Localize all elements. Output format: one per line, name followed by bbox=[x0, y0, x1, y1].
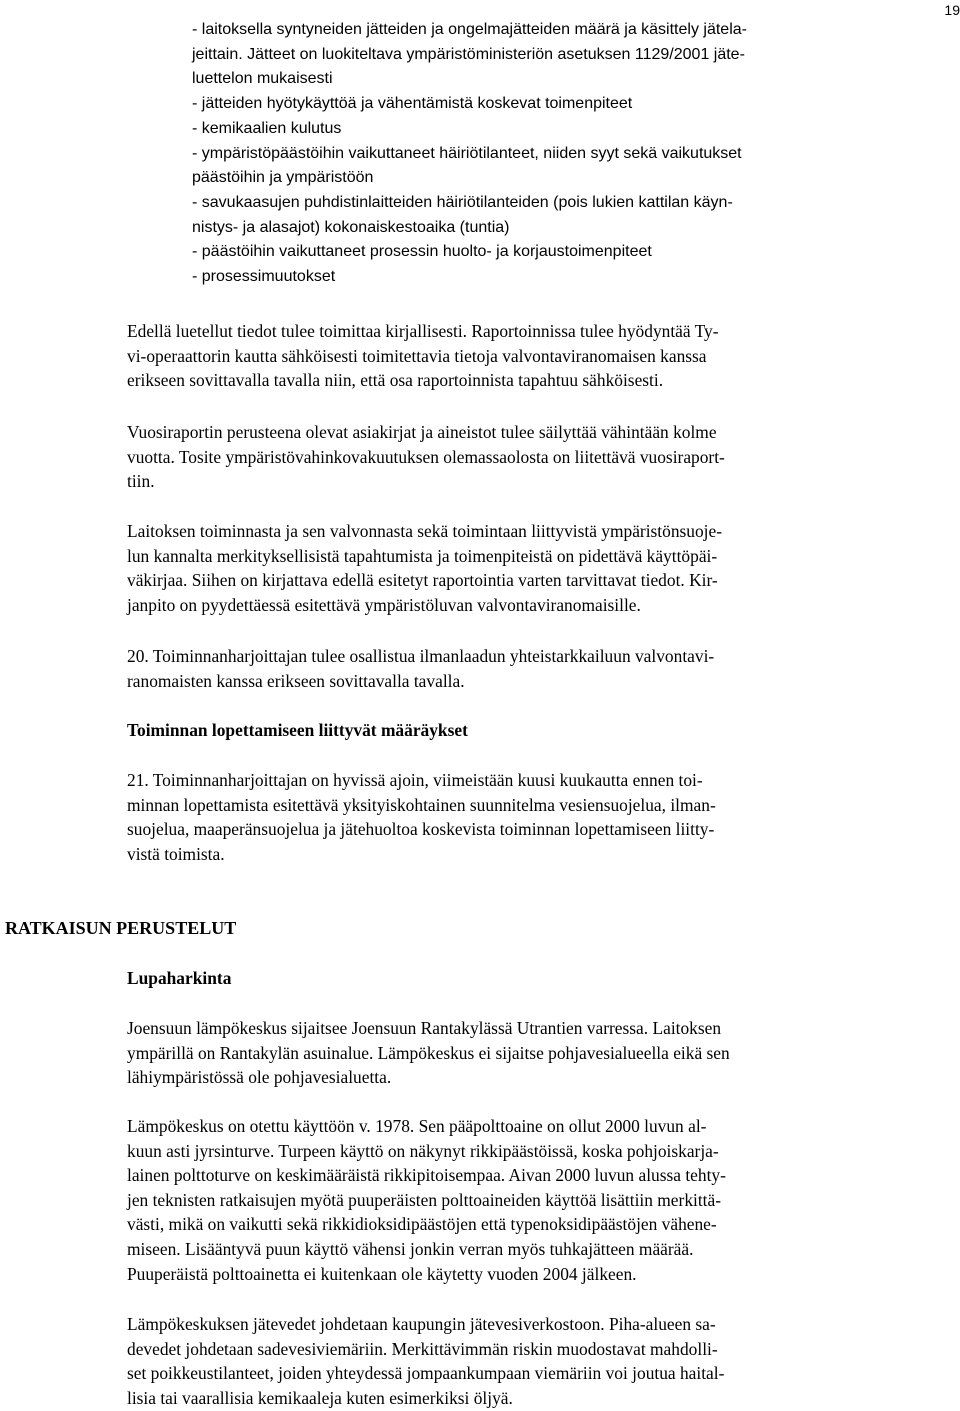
regulation-20 bbox=[127, 644, 714, 693]
paragraph-line: devedet johdetaan sadevesiviemäriin. Merkittävimmän riskin muodostavat mahdolli- bbox=[127, 1338, 718, 1359]
section-heading-termination: Toiminnan lopettamiseen liittyvät määräykset bbox=[127, 720, 468, 740]
page-number: 19 bbox=[944, 2, 960, 18]
paragraph-line: suojelua, maaperänsuojelua ja jätehuoltoa koskevista toiminnan lopettamiseen liitty- bbox=[127, 819, 715, 840]
paragraph-line: lähiympäristössä ole pohjavesialuetta. bbox=[127, 1067, 392, 1088]
list-line: jeittain. Jätteet on luokiteltava ympäristöministeriön asetuksen 1129/2001 jäte- bbox=[192, 45, 745, 63]
paragraph-line: Lämpökeskuksen jätevedet johdetaan kaupungin jätevesiverkostoon. Piha-alueen sa- bbox=[127, 1314, 716, 1334]
paragraph-line: minnan lopettamista esitettävä yksityiskohtainen suunnitelma vesiensuojelua, ilman- bbox=[127, 794, 716, 815]
paragraph-line: Lämpökeskus on otettu käyttöön v. 1978. Sen pääpolttoaine on ollut 2000 luvun al- bbox=[127, 1116, 707, 1136]
paragraph-line: miseen. Lisääntyvä puun käyttö vähensi jonkin verran myös tuhkajätteen määrää. bbox=[127, 1238, 694, 1259]
paragraph-line: Edellä luetellut tiedot tulee toimittaa kirjallisesti. Raportoinnissa tulee hyödyntää Ty- bbox=[127, 321, 719, 341]
paragraph-line: set poikkeustilanteet, joiden yhteydessä jompaankumpaan viemäriin voi joutua haital- bbox=[127, 1363, 725, 1384]
list-line: - savukaasujen puhdistinlaitteiden häiriötilanteiden (pois lukien kattilan käyn- bbox=[192, 193, 733, 211]
paragraph-line: jen teknisten ratkaisujen myötä puuperäisten polttoaineiden käyttöä lisättiin merkittä- bbox=[127, 1189, 722, 1210]
history-paragraph bbox=[127, 1114, 726, 1286]
paragraph-line: 20. Toiminnanharjoittajan tulee osallistua ilmanlaadun yhteistarkkailuun valvontavi- bbox=[127, 646, 715, 666]
main-heading-justifications: RATKAISUN PERUSTELUT bbox=[5, 918, 237, 938]
paragraph-line: vuotta. Tosite ympäristövahinkovakuutuksen olemassaolosta on liitettävä vuosiraport- bbox=[127, 446, 725, 467]
list-line: - kemikaalien kulutus bbox=[192, 119, 342, 137]
wastewater-paragraph bbox=[127, 1312, 724, 1410]
paragraph-line: västi, mikä on vaikutti sekä rikkidioksidipäästöjen että typenoksidipäästöjen vähene- bbox=[127, 1214, 717, 1235]
list-line: - jätteiden hyötykäyttöä ja vähentämistä koskevat toimenpiteet bbox=[192, 95, 633, 113]
paragraph-line: janpito on pyydettäessä esitettävä ympäristöluvan valvontaviranomaisille. bbox=[127, 594, 641, 615]
reporting-paragraph bbox=[127, 319, 719, 393]
subheading-permit-assessment: Lupaharkinta bbox=[127, 968, 232, 988]
retention-paragraph bbox=[127, 420, 725, 494]
paragraph-line: vi-operaattorin kautta sähköisesti toimitettavia tietoja valvontaviranomaisen kanssa bbox=[127, 345, 707, 366]
report-contents-list bbox=[192, 18, 747, 290]
paragraph-line: Joensuun lämpökeskus sijaitsee Joensuun Rantakylässä Utrantien varressa. Laitoksen bbox=[127, 1018, 722, 1038]
list-line: - laitoksella syntyneiden jätteiden ja ongelmajätteiden määrä ja käsittely jätela- bbox=[192, 21, 747, 38]
paragraph-line: Laitoksen toiminnasta ja sen valvonnasta sekä toimintaan liittyvistä ympäristönsuoje- bbox=[127, 521, 723, 541]
operating-diary-paragraph bbox=[127, 519, 722, 617]
paragraph-line: Vuosiraportin perusteena olevat asiakirjat ja aineistot tulee säilyttää vähintään kolme bbox=[127, 422, 717, 442]
paragraph-line: tiin. bbox=[127, 471, 155, 492]
paragraph-line: väkirjaa. Siihen on kirjattava edellä esitetyt raportointia varten tarvittavat tiedot. Kir- bbox=[127, 570, 718, 591]
list-line: luettelon mukaisesti bbox=[192, 70, 333, 88]
paragraph-line: ympärillä on Rantakylän asuinalue. Lämpökeskus ei sijaitse pohjavesialueella eikä sen bbox=[127, 1042, 730, 1063]
regulation-21 bbox=[127, 768, 716, 866]
paragraph-line: lun kannalta merkityksellisistä tapahtumista ja toimenpiteistä on pidettävä käyttöpäi- bbox=[127, 545, 718, 566]
list-line: - päästöihin vaikuttaneet prosessin huolto- ja korjaustoimenpiteet bbox=[192, 243, 652, 261]
paragraph-line: 21. Toiminnanharjoittajan on hyvissä ajoin, viimeistään kuusi kuukautta ennen toi- bbox=[127, 770, 703, 790]
location-paragraph bbox=[127, 1016, 730, 1090]
paragraph-line: Puuperäistä polttoainetta ei kuitenkaan ole käytetty vuoden 2004 jälkeen. bbox=[127, 1263, 637, 1284]
paragraph-line: kuun asti jyrsinturve. Turpeen käyttö on näkynyt rikkipäästöissä, koska pohjoiskarja- bbox=[127, 1140, 719, 1161]
list-line: päästöihin ja ympäristöön bbox=[192, 169, 374, 187]
list-line: nistys- ja alasajot) kokonaiskestoaika (tuntia) bbox=[192, 218, 510, 236]
paragraph-line: vistä toimista. bbox=[127, 843, 225, 864]
list-line: - prosessimuutokset bbox=[192, 268, 336, 286]
list-line: - ympäristöpäästöihin vaikuttaneet häiriötilanteet, niiden syyt sekä vaikutukset bbox=[192, 144, 742, 162]
paragraph-line: lainen polttoturve on keskimääräistä rikkipitoisempaa. Aivan 2000 luvun alussa tehty- bbox=[127, 1165, 726, 1186]
paragraph-line: ranomaisten kanssa erikseen sovittavalla tavalla. bbox=[127, 670, 465, 691]
paragraph-line: lisia tai vaarallisia kemikaaleja kuten esimerkiksi öljyä. bbox=[127, 1387, 513, 1408]
paragraph-line: erikseen sovittavalla tavalla niin, että osa raportoinnista tapahtuu sähköisesti. bbox=[127, 370, 664, 391]
